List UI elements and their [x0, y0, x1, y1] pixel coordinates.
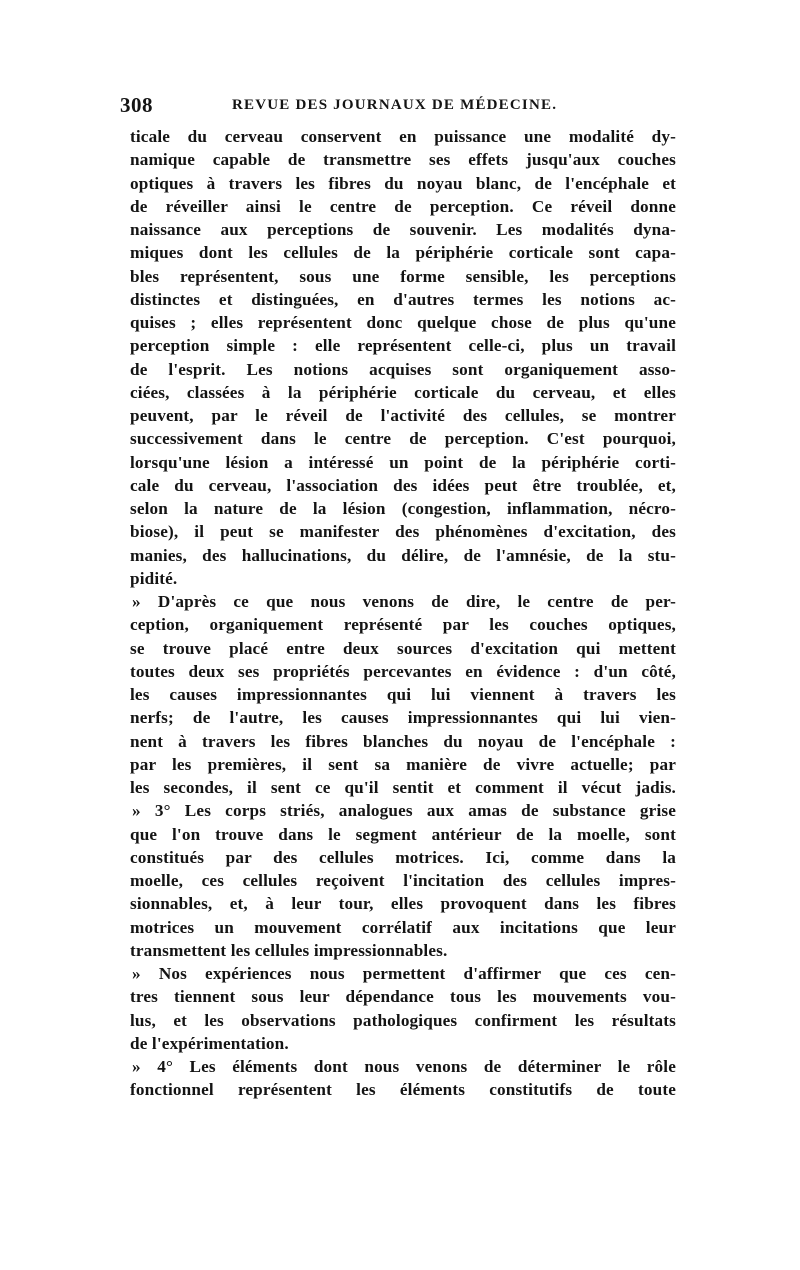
text-line: miques dont les cellules de la périphérie corticale sont capa-	[130, 243, 676, 263]
text-line: tres tiennent sous leur dépendance tous les mouvements vou-	[130, 987, 676, 1007]
text-line: namique capable de transmettre ses effets jusqu'aux couches	[130, 150, 676, 170]
running-title: REVUE DES JOURNAUX DE MÉDECINE.	[232, 97, 558, 113]
text-line: » Nos expériences nous permettent d'affirmer que ces cen-	[132, 964, 676, 983]
text-line: lus, et les observations pathologiques confirment les résultats	[130, 1010, 676, 1030]
text-line: nent à travers les fibres blanches du noyau de l'encéphale :	[130, 731, 676, 751]
text-line: successivement dans le centre de perception. C'est pourquoi,	[130, 429, 676, 449]
text-line: peuvent, par le réveil de l'activité des cellules, se montrer	[130, 406, 676, 425]
text-line: ciées, classées à la périphérie corticale du cerveau, et elles	[130, 382, 676, 402]
text-line: cale du cerveau, l'association des idées peut être troublée, et,	[130, 475, 676, 495]
text-line: de l'expérimentation.	[130, 1033, 289, 1053]
text-line: toutes deux ses propriétés percevantes en évidence : d'un côté,	[130, 661, 676, 681]
text-line: de réveiller ainsi le centre de perception. Ce réveil donne	[130, 196, 676, 216]
page-number: 308	[120, 93, 153, 117]
text-line: bles représentent, sous une forme sensible, les perceptions	[130, 266, 676, 286]
text-line: de l'esprit. Les notions acquises sont organiquement asso-	[130, 359, 676, 379]
text-line: » D'après ce que nous venons de dire, le centre de per-	[132, 592, 676, 611]
text-line: perception simple : elle représentent celle-ci, plus un travail	[130, 336, 676, 356]
text-line: transmettent les cellules impressionnables.	[130, 940, 448, 960]
text-line: » 4° Les éléments dont nous venons de déterminer le rôle	[132, 1057, 676, 1076]
text-line: que l'on trouve dans le segment antérieur de la moelle, sont	[130, 824, 676, 844]
text-line: sionnables, et, à leur tour, elles provoquent dans les fibres	[130, 894, 676, 914]
text-line: quises ; elles représentent donc quelque chose de plus qu'une	[130, 313, 676, 332]
text-line: biose), il peut se manifester des phénomènes d'excitation, des	[130, 522, 676, 542]
page-header	[120, 93, 680, 119]
text-line: ception, organiquement représenté par les couches optiques,	[130, 615, 676, 635]
text-line: » 3° Les corps striés, analogues aux amas de substance grise	[132, 801, 676, 821]
text-line: les causes impressionnantes qui lui viennent à travers les	[130, 685, 676, 704]
text-line: optiques à travers les fibres du noyau blanc, de l'encéphale et	[130, 173, 676, 193]
text-line: par les premières, il sent sa manière de vivre actuelle; par	[130, 754, 676, 774]
text-line: fonctionnel représentent les éléments constitutifs de toute	[130, 1080, 676, 1100]
text-line: motrices un mouvement corrélatif aux incitations que leur	[130, 917, 676, 937]
text-line: constitués par des cellules motrices. Ici, comme dans la	[130, 847, 676, 867]
text-line: ticale du cerveau conservent en puissance une modalité dy-	[130, 127, 676, 146]
text-line: les secondes, il sent ce qu'il sentit et comment il vécut jadis.	[130, 778, 676, 797]
text-line: moelle, ces cellules reçoivent l'incitation des cellules impres-	[130, 871, 676, 890]
body-text	[130, 125, 676, 1102]
text-line: se trouve placé entre deux sources d'excitation qui mettent	[130, 638, 676, 658]
text-line: lorsqu'une lésion a intéressé un point de la périphérie corti-	[130, 452, 676, 472]
text-line: pidité.	[130, 568, 178, 588]
text-line: manies, des hallucinations, du délire, de l'amnésie, de la stu-	[130, 545, 676, 565]
text-line: selon la nature de la lésion (congestion, inflammation, nécro-	[130, 499, 676, 518]
text-line: distinctes et distinguées, en d'autres termes les notions ac-	[130, 289, 676, 309]
text-line: naissance aux perceptions de souvenir. Les modalités dyna-	[130, 220, 676, 239]
text-line: nerfs; de l'autre, les causes impressionnantes qui lui vien-	[130, 708, 676, 728]
